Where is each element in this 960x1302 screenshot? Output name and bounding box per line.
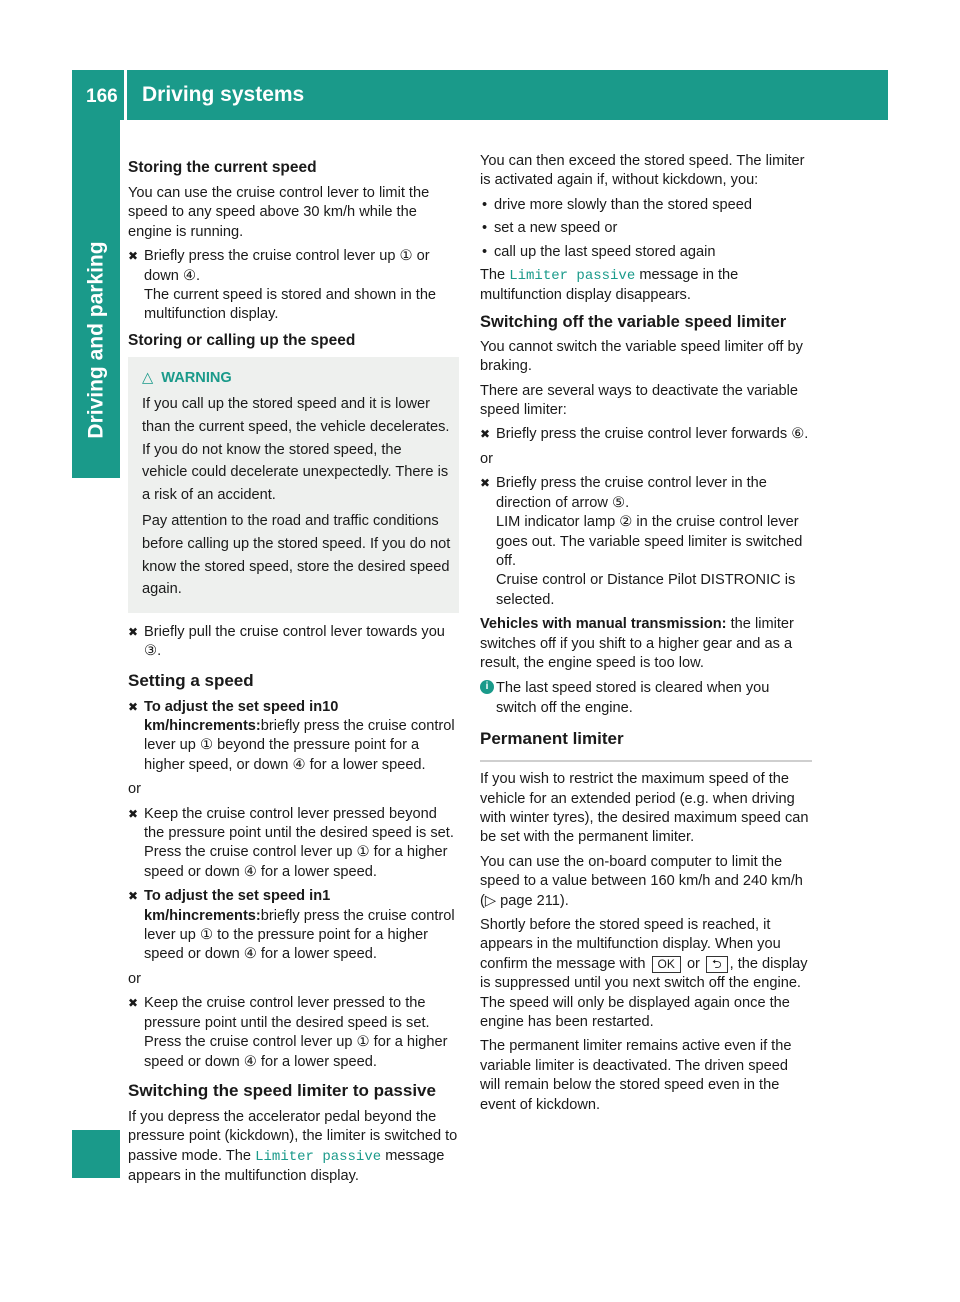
warning-text: If you call up the stored speed and it is lower than the current speed, the vehicle decelerates. If you do not know the stored speed, the vehicle could decelerate unexpectedly. There is a risk of an accident. — [142, 396, 450, 503]
display-message: Limiter passive — [255, 1148, 382, 1165]
paragraph: The Limiter passive message in the multifunction display disappears. — [480, 267, 739, 304]
left-column — [128, 152, 459, 1192]
list-item: • call up the last speed stored again — [480, 243, 812, 262]
instruction-item: ✖ Briefly pull the cruise control lever towards you ③. — [128, 623, 445, 660]
info-note: i The last speed stored is cleared when you switch off the engine. — [480, 679, 812, 718]
page-number: 166 — [86, 86, 118, 107]
paragraph: Shortly before the stored speed is reached, it appears in the multifunction display. When you confirm the message with OK or ⮌ , the display is suppressed until you next switch off the engine. The speed will only be displayed again once the engine has been restarted. — [480, 917, 808, 1031]
heading-limiter-passive: Switching the speed limiter to passive — [128, 1080, 436, 1100]
instruction-item: ✖ Keep the cruise control lever pressed beyond the pressure point until the desired speed is set. Press the cruise control lever up ① for a higher speed or down ④ for a lower speed. — [128, 805, 454, 880]
back-button-icon: ⮌ — [706, 956, 728, 973]
arrow-icon: ✖ — [128, 996, 139, 1011]
right-column — [480, 152, 812, 1120]
instruction-item: ✖ Briefly press the cruise control lever up ① or down ④. The current speed is stored and shown in the multifunction display. — [128, 248, 437, 323]
paragraph: If you wish to restrict the maximum speed of the vehicle for an extended period (e.g. when driving with winter tyres), the desired maximum speed can be set with the permanent limiter. — [480, 771, 809, 846]
warning-icon: △ — [142, 369, 154, 386]
arrow-icon: ✖ — [128, 624, 139, 639]
heading-switching-off-limiter: Switching off the variable speed limiter — [480, 312, 787, 331]
heading-setting-speed: Setting a speed — [128, 670, 254, 690]
or-text: or — [128, 970, 141, 987]
paragraph: You cannot switch the variable speed limiter off by braking. — [480, 338, 803, 375]
paragraph: Vehicles with manual transmission: the limiter switches off if you shift to a higher gear and as a result, the engine speed is too low. — [480, 616, 794, 671]
paragraph: There are several ways to deactivate the variable speed limiter: — [480, 382, 798, 419]
arrow-icon: ✖ — [128, 889, 139, 904]
side-strip — [72, 120, 120, 1248]
or-text: or — [128, 781, 141, 798]
heading-storing-current-speed: Storing the current speed — [128, 159, 317, 176]
instruction-item: ✖ To adjust the set speed in1 km/hincrements:briefly press the cruise control lever up ① to the pressure point for a higher speed or down ④ for a lower speed. — [128, 888, 455, 963]
side-tab — [72, 120, 120, 478]
paragraph: The permanent limiter remains active even if the variable limiter is deactivated. The driven speed will remain below the stored speed even in the event of kickdown. — [480, 1038, 792, 1113]
warning-box — [128, 357, 459, 613]
arrow-icon: ✖ — [480, 427, 491, 442]
side-tab-label: Driving and parking — [84, 241, 108, 439]
instruction-item: ✖ To adjust the set speed in10 km/hincrements:briefly press the cruise control lever up ① beyond the pressure point for a higher speed, or down ④ for a lower speed. — [128, 698, 455, 773]
list-item: • set a new speed or — [480, 219, 812, 238]
instruction-item: ✖ Briefly press the cruise control lever forwards ⑥. — [480, 425, 812, 444]
list-item: • drive more slowly than the stored speed — [480, 196, 812, 215]
heading-permanent-limiter: Permanent limiter — [480, 729, 624, 749]
ok-button-icon: OK — [652, 956, 681, 973]
page-header — [72, 70, 888, 120]
warning-title: △ WARNING — [142, 367, 451, 390]
paragraph: If you depress the accelerator pedal beyond the pressure point (kickdown), the limiter is switched to passive mode. The Limiter passive message appears in the multifunction display. — [128, 1108, 458, 1185]
warning-text: Pay attention to the road and traffic conditions before calling up the stored speed. If you do not know the stored speed, store the desired speed again. — [142, 513, 451, 598]
arrow-icon: ✖ — [480, 476, 491, 491]
instruction-item: ✖ Keep the cruise control lever pressed to the pressure point until the desired speed is set. Press the cruise control lever up ① for a higher speed or down ④ for a lower speed. — [128, 995, 448, 1070]
arrow-icon: ✖ — [128, 699, 139, 714]
header-divider — [124, 70, 127, 120]
divider — [480, 760, 812, 762]
instruction-item: ✖ Briefly press the cruise control lever in the direction of arrow ⑤. LIM indicator lamp ② in the cruise control lever goes out. The variable speed limiter is switched off. Cruise control or Distance Pilot DISTRONIC is selected. — [480, 475, 803, 608]
section-title: Driving systems — [142, 83, 305, 106]
paragraph: You can use the cruise control lever to limit the speed to any speed above 30 km/h while the engine is running. — [128, 185, 430, 240]
info-icon: i — [480, 680, 494, 694]
paragraph: You can use the on-board computer to limit the speed to a value between 160 km/h and 240 km/h (▷ page 211). — [480, 853, 803, 909]
side-block — [72, 1130, 120, 1178]
arrow-icon: ✖ — [128, 806, 139, 821]
heading-storing-calling-speed: Storing or calling up the speed — [128, 331, 356, 349]
display-message: Limiter passive — [509, 268, 636, 285]
paragraph: You can then exceed the stored speed. The limiter is activated again if, without kickdown, you: — [480, 153, 805, 189]
arrow-icon: ✖ — [128, 249, 139, 264]
or-text: or — [480, 450, 493, 467]
